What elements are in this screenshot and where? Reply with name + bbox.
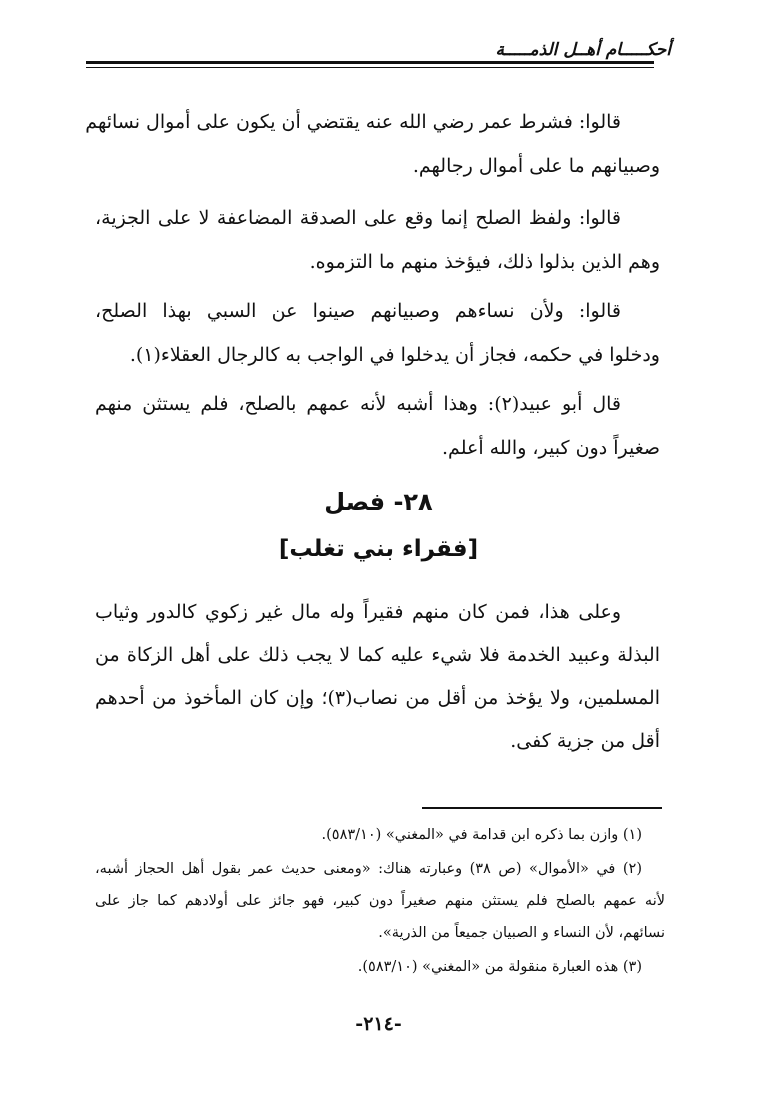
footnote-2-line-1: (٢) في «الأموال» (ص ٣٨) وعبارته هناك: «ومعنى حديث عمر بقول أهل الحجاز أشبه، <box>95 861 642 877</box>
footnote-separator <box>422 807 662 809</box>
section-paragraph-line-1: وعلى هذا، فمن كان منهم فقيراً وله مال غير زكوي كالدور وثياب <box>95 601 621 623</box>
section-paragraph-line-2: البذلة وعبيد الخدمة فلا شيء عليه كما لا يجب ذلك على أهل الزكاة من <box>95 644 660 666</box>
footnote-3: (٣) هذه العبارة منقولة من «المغني» (٥٨٣/١٠). <box>357 959 642 975</box>
section-title: ٢٨- فصل <box>324 488 433 516</box>
footnote-2-line-2: لأنه عمهم بالصلح فلم يستثن منهم صغيراً دون كبير، فهو جائز على أولادهم كما جاز على <box>95 893 665 909</box>
section-subtitle: [فقراء بني تغلب] <box>278 536 479 562</box>
paragraph-2-line-2: وهم الذين بذلوا ذلك، فيؤخذ منهم ما التزموه. <box>309 251 660 273</box>
page-number: -٢١٤- <box>355 1013 402 1035</box>
paragraph-4-line-1: قال أبو عبيد(٢): وهذا أشبه لأنه عمهم بالصلح، فلم يستثن منهم <box>95 393 621 415</box>
section-paragraph-line-4: أقل من جزية كفى. <box>510 730 660 752</box>
paragraph-4-line-2: صغيراً دون كبير، والله أعلم. <box>442 437 660 459</box>
paragraph-3-line-2: ودخلوا في حكمه، فجاز أن يدخلوا في الواجب به كالرجال العقلاء(١). <box>129 344 660 366</box>
paragraph-1-line-1: قالوا: فشرط عمر رضي الله عنه يقتضي أن يكون على أموال نسائهم <box>85 111 621 133</box>
section-paragraph-line-3: المسلمين، ولا يؤخذ من أقل من نصاب(٣)؛ وإن كان المأخوذ من أحدهم <box>95 687 660 709</box>
footnote-2-line-3: نسائهم، لأن النساء و الصبيان جميعاً من الذرية». <box>378 925 665 941</box>
paragraph-3-line-1: قالوا: ولأن نساءهم وصبيانهم صينوا عن السبي بهذا الصلح، <box>95 300 621 322</box>
running-header-title: أحكـــــام أهــل الذمـــــة <box>495 40 671 60</box>
header-rule-thick <box>86 61 654 64</box>
paragraph-1-line-2: وصبيانهم ما على أموال رجالهم. <box>412 155 660 177</box>
footnote-1: (١) وازن بما ذكره ابن قدامة في «المغني» (٥٨٣/١٠). <box>321 827 642 843</box>
header-rule-thin <box>86 67 654 68</box>
paragraph-2-line-1: قالوا: ولفظ الصلح إنما وقع على الصدقة المضاعفة لا على الجزية، <box>95 207 621 229</box>
